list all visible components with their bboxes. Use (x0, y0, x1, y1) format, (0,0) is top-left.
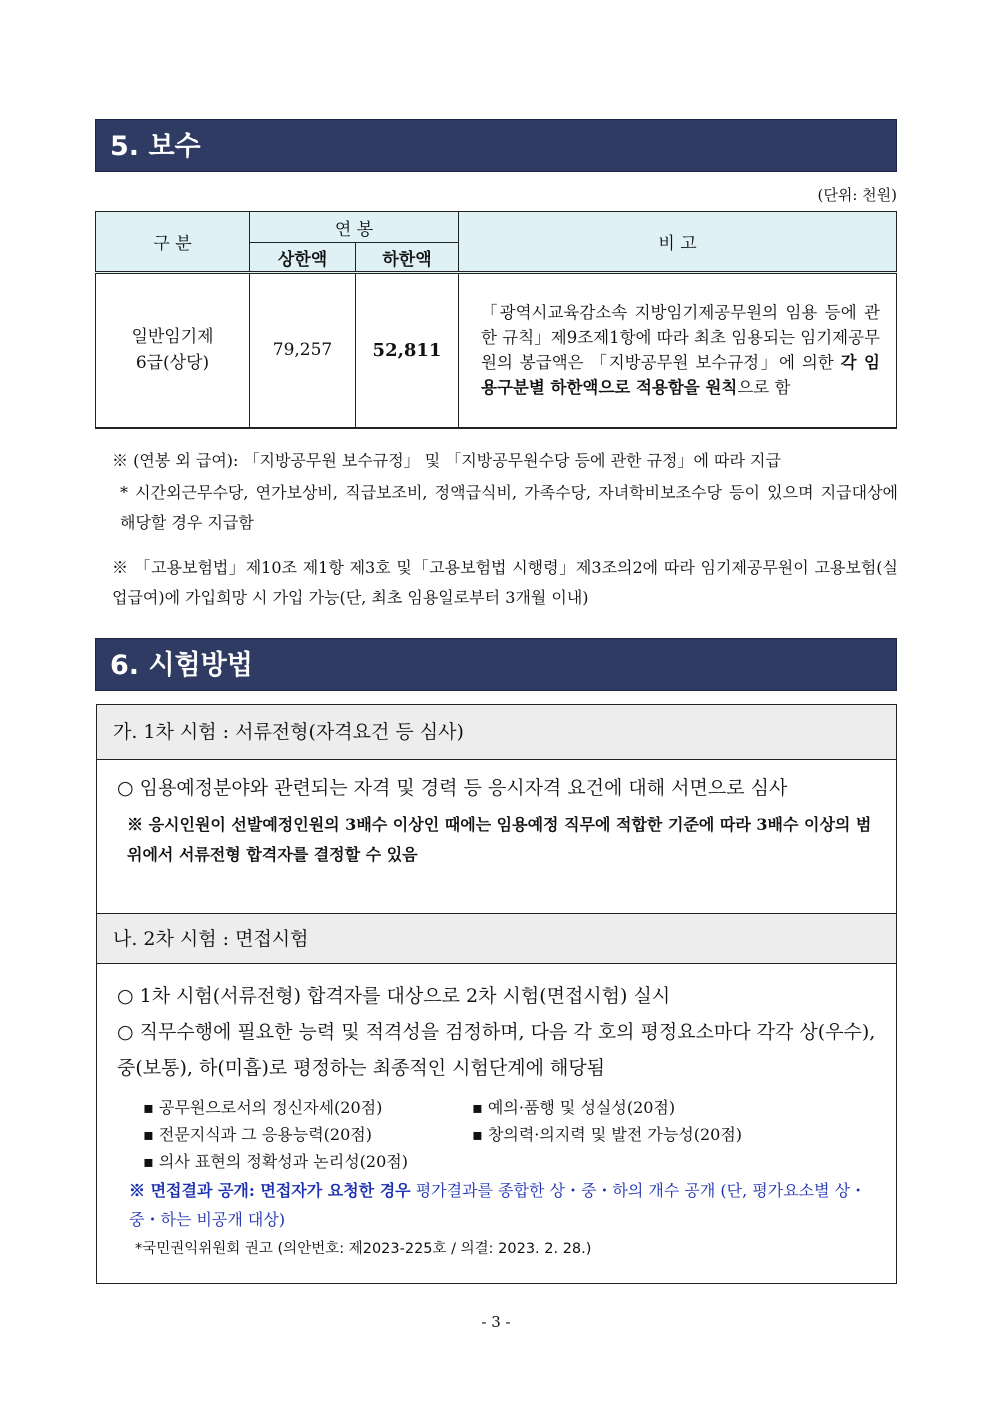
criteria-item: ▪ 전문지식과 그 응용능력(20점) (143, 1125, 372, 1144)
criteria-item: ▪ 예의·품행 및 성실성(20점) (472, 1098, 676, 1117)
col-category: 구 분 (96, 212, 250, 273)
col-lower: 하한액 (356, 243, 459, 273)
col-salary: 연 봉 (250, 212, 459, 243)
second-exam-box (96, 913, 897, 1284)
first-exam-note: ※ 응시인원이 선발예정인원의 3배수 이상인 때에는 임용예정 직무에 적합한 기준에 따라 3배수 이상의 범위에서 서류전형 합격자를 결정할 수 있음 (127, 815, 872, 864)
note-allowances: * 시간외근무수당, 연가보상비, 직급보조비, 정액급식비, 가족수당, 자녀학비보조수당 등이 있으며 지급대상에 해당할 경우 지급함 (120, 483, 898, 532)
row-category-line2: 6급(상당) (135, 353, 210, 374)
row-lower: 52,811 (356, 273, 459, 428)
criteria-item: ▪ 의사 표현의 정확성과 논리성(20점) (143, 1152, 408, 1171)
second-exam-heading: 나. 2차 시험 : 면접시험 (97, 914, 896, 964)
criteria-list (97, 1094, 896, 1174)
row-note-end: 으로 함 (737, 378, 791, 398)
row-category-line1: 일반임기제 (131, 327, 214, 348)
note-insurance: ※ 「고용보험법」제10조 제1항 제3호 및「고용보험법 시행령」제3조의2에 따라 임기제공무원이 고용보험(실업급여)에 가입희망 시 가입 가능(단, 최초 임용일로부터 3개월 이내) (112, 558, 898, 607)
recommendation-note: *국민권익위원회 권고 (의안번호: 제2023-225호 / 의결: 2023. 2. 28.) (135, 1241, 592, 1257)
section-6-title: 6. 시험방법 (95, 638, 897, 691)
disclosure-mark: ※ (129, 1181, 151, 1200)
row-note (459, 273, 897, 428)
note-extra-pay: ※ (연봉 외 급여): 「지방공무원 보수규정」 및 「지방공무원수당 등에 관한 규정」에 따라 지급 (112, 451, 781, 470)
disclosure-rest: 평가결과를 종합한 상・중・하의 개수 공개 (단, 평가요소별 상・중・하는 비공개 대상) (129, 1181, 867, 1229)
page-number: - 3 - (481, 1313, 511, 1331)
salary-table (95, 211, 897, 429)
criteria-item: ▪ 창의력·의지력 및 발전 가능성(20점) (472, 1125, 743, 1144)
second-exam-bullet-2: ○ 직무수행에 필요한 능력 및 적격성을 검정하며, 다음 각 호의 평정요소마다 각각 상(우수), 중(보통), 하(미흡)로 평정하는 최종적인 시험단계에 해당됨 (117, 1021, 876, 1079)
row-note-bold: 각 임용구분별 하한액으로 적용함을 원칙 (481, 353, 880, 398)
col-note: 비 고 (459, 212, 897, 273)
first-exam-bullet: ○ 임용예정분야와 관련되는 자격 및 경력 등 응시자격 요건에 대해 서면으로 심사 (117, 777, 788, 799)
unit-label: (단위: 천원) (817, 186, 897, 204)
criteria-item: ▪ 공무원으로서의 정신자세(20점) (143, 1098, 383, 1117)
row-note-plain: 「광역시교육감소속 지방임기제공무원의 임용 등에 관한 규칙」제9조제1항에 따라 최초 임용되는 임기제공무원의 봉급액은 「지방공무원 보수규정」에 의한 (481, 303, 880, 373)
disclosure-bold: 면접결과 공개: 면접자가 요청한 경우 (150, 1181, 411, 1200)
first-exam-heading: 가. 1차 시험 : 서류전형(자격요건 등 심사) (97, 705, 896, 760)
row-category (96, 273, 250, 428)
section-5-title: 5. 보수 (95, 119, 897, 172)
first-exam-box (96, 704, 897, 914)
row-upper: 79,257 (250, 273, 356, 428)
col-upper: 상한액 (250, 243, 356, 273)
second-exam-bullet-1: ○ 1차 시험(서류전형) 합격자를 대상으로 2차 시험(면접시험) 실시 (117, 985, 671, 1007)
disclosure-note (97, 1174, 896, 1234)
